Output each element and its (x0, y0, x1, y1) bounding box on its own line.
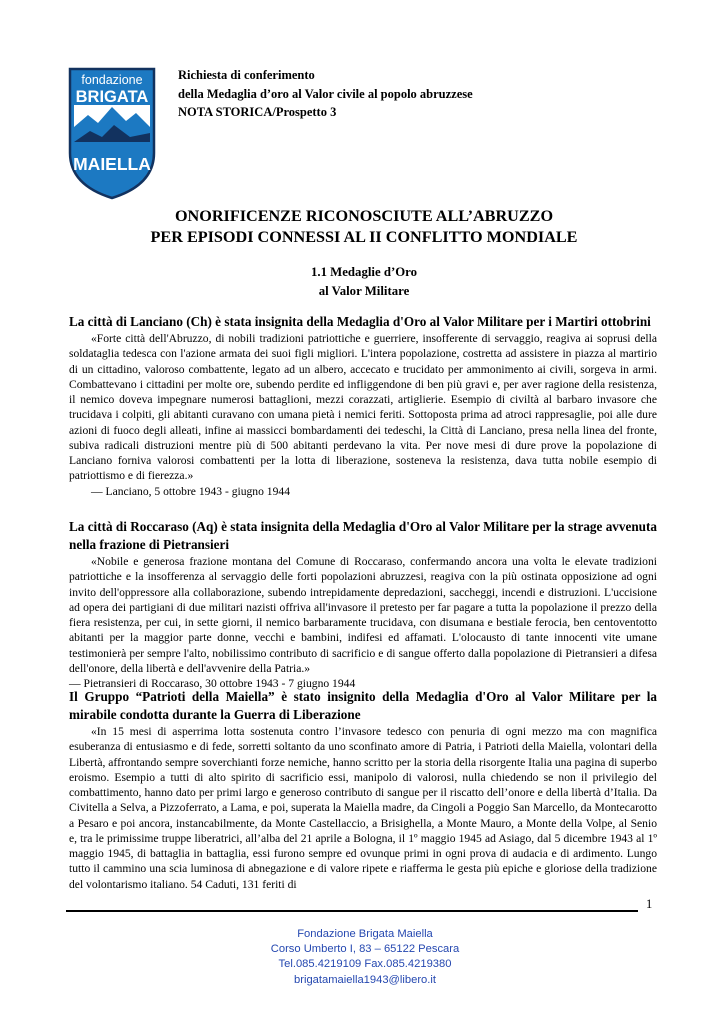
header-line-1: Richiesta di conferimento (178, 68, 315, 82)
footer-phone-fax: Tel.085.4219109 Fax.085.4219380 (278, 958, 452, 971)
section-heading: La città di Roccaraso (Aq) è stata insignita della Medaglia d'Oro al Valor Militare per la strage avvenuta nella frazione di Pietransieri (69, 519, 657, 552)
subtitle-line-1: 1.1 Medaglie d’Oro (310, 265, 418, 279)
section-subtitle (66, 263, 662, 301)
section-citation: — Pietransieri di Roccaraso, 30 ottobre 1943 - 7 giugno 1944 (69, 677, 356, 690)
svg-text:BRIGATA: BRIGATA (75, 88, 149, 106)
footer-org-name: Fondazione Brigata Maiella (297, 928, 433, 940)
section-patrioti-maiella (69, 688, 657, 892)
main-title-line-1: ONORIFICENZE RICONOSCIUTE ALL’ABRUZZO (174, 207, 554, 225)
footer-address: Corso Umberto I, 83 – 65122 Pescara (270, 943, 460, 956)
section-roccaraso (69, 518, 657, 691)
main-title (66, 206, 662, 248)
section-quote: «Nobile e generosa frazione montana del Comune di Roccaraso, confermando ancora una volta le elevate tradizioni patriottiche e la insofferenza al servaggio delle forti popolazioni abruzzesi, reagiva con la più ostinata opposizione ad ogni invito dell'oppressore alla collaborazione, subendo intrepidamente depredazioni, saccheggi, incendi e distruzioni. L'uccisione ad opera dei partigiani di due militari nazisti offriva all'invasore il pretesto per far pagare a tutta la popolazione il prezzo della fiera resistenza, per cui, in sette giorni, il nemico barbaramente trucidava, con disumana e bestiale ferocia, ben centoventotto abitanti per la maggior parte donne, vecchi e bambini, indifesi ed affamati. L'olocausto di tante innocenti vite umane testimonierà per sempre l'alto, nobilissimo contributo di sacrificio e di sangue offerto dalla popolazione di Pietransieri a difesa dell'onore, della libertà e dell'avvenire della Patria.» (69, 555, 657, 675)
shield-logo-icon (68, 67, 156, 200)
header-line-2: della Medaglia d’oro al Valor civile al popolo abruzzese (178, 86, 473, 101)
section-quote: «In 15 mesi di asperrima lotta sostenuta contro l’invasore tedesco con penuria di ogni mezzo ma con magnifica esuberanza di entusiasmo e di fede, sorretti soltanto da uno sconfinato amore di Patria, i Patrioti della Maiella, volontari della Libertà, affrontando sempre soverchianti forze nemiche, hanno scritto per la storia della risorgente Italia una pagina di superbo eroismo. Esempio a tutti di alto spirito di sacrificio essi, manipolo di valorosi, nulla chiedendo se non il privilegio del combattimento, hanno dato per primi largo e generoso contributo di sangue per il riscatto dell’onore e della libertà d’Italia. Da Civitella a Selva, a Pizzoferrato, a Lama, e poi, superata la Maiella madre, da Cingoli a Poggio San Marcello, da Montecarotto a Pesaro e poi ancora, instancabilmente, da Monte Castellaccio, a Brisighella, a Monte Mauro, a Monte della Volpe, al Senio e, tra le primissime truppe liberatrici, all’alba del 21 aprile a Bologna, il 1º maggio 1945 ad Asiago, dal 5 dicembre 1943 al 1º maggio 1945, di battaglia in battaglia, essi furono sempre ed ovunque primi in ogni prova di audacia e di ardimento. Lungo tutto il cammino una scia luminosa di abnegazione e di valore ripete e riafferma le gesta più epiche e gloriose della tradizione del volontarismo italiano. 54 Caduti, 131 feriti di (69, 725, 657, 891)
subtitle-line-2: al Valor Militare (318, 284, 410, 298)
page-number: 1 (646, 897, 653, 911)
document-header (178, 66, 638, 122)
main-title-line-2: PER EPISODI CONNESSI AL II CONFLITTO MONDIALE (150, 228, 578, 246)
section-citation: — Lanciano, 5 ottobre 1943 - giugno 1944 (91, 484, 290, 498)
footer-divider (66, 910, 638, 912)
footer-contact (150, 927, 580, 988)
section-lanciano (69, 313, 657, 499)
fondazione-logo (68, 67, 156, 200)
svg-text:MAIELLA: MAIELLA (73, 154, 151, 174)
section-quote: «Forte città dell'Abruzzo, di nobili tradizioni patriottiche e guerriere, insofferente di servaggio, reagiva ai soprusi della soldataglia tedesca con l'azione armata dei suoi figli migliori. L'intera popolazione, costretta ad assistere in piazza al martirio di un cittadino, valoroso combattente, legato ad un albero, accecato e trucidato per ammonimento ai civili, sorgeva in armi. Combattevano i cittadini per molte ore, subendo perdite ed infliggendone di ben più gravi e, per aver ragione della resistenza, il nemico doveva impegnare numerosi battaglioni, mezzi corazzati, artiglierie. Esempio di civiltà al barbaro invasore che trucidava i colpiti, gli abitanti curavano con umana pietà i nemici feriti. Sottoposta prima ad atroci rappresaglie, poi alle dure azioni di fuoco degli alleati, infine ai massicci bombardamenti dei tedeschi, la Città di Lanciano, presa nella linea del fronte, subiva radicali distruzioni mentre più di 500 abitanti perdevano la vita. Per nove mesi di dure prove la popolazione di Lanciano forniva valorosi combattenti per la lotta di liberazione, sosteneva la resistenza, dava tutta nobile esempio di patriottismo e di fierezza.» (69, 332, 657, 483)
header-line-3: NOTA STORICA/Prospetto 3 (178, 105, 337, 119)
svg-text:fondazione: fondazione (81, 73, 143, 87)
footer-email: brigatamaiella1943@libero.it (294, 973, 436, 986)
section-heading: La città di Lanciano (Ch) è stata insignita della Medaglia d'Oro al Valor Militare per i Martiri ottobrini (69, 314, 651, 329)
section-heading: Il Gruppo “Patrioti della Maiella” è stato insignito della Medaglia d'Oro al Valor Militare per la mirabile condotta durante la Guerra di Liberazione (69, 689, 657, 722)
